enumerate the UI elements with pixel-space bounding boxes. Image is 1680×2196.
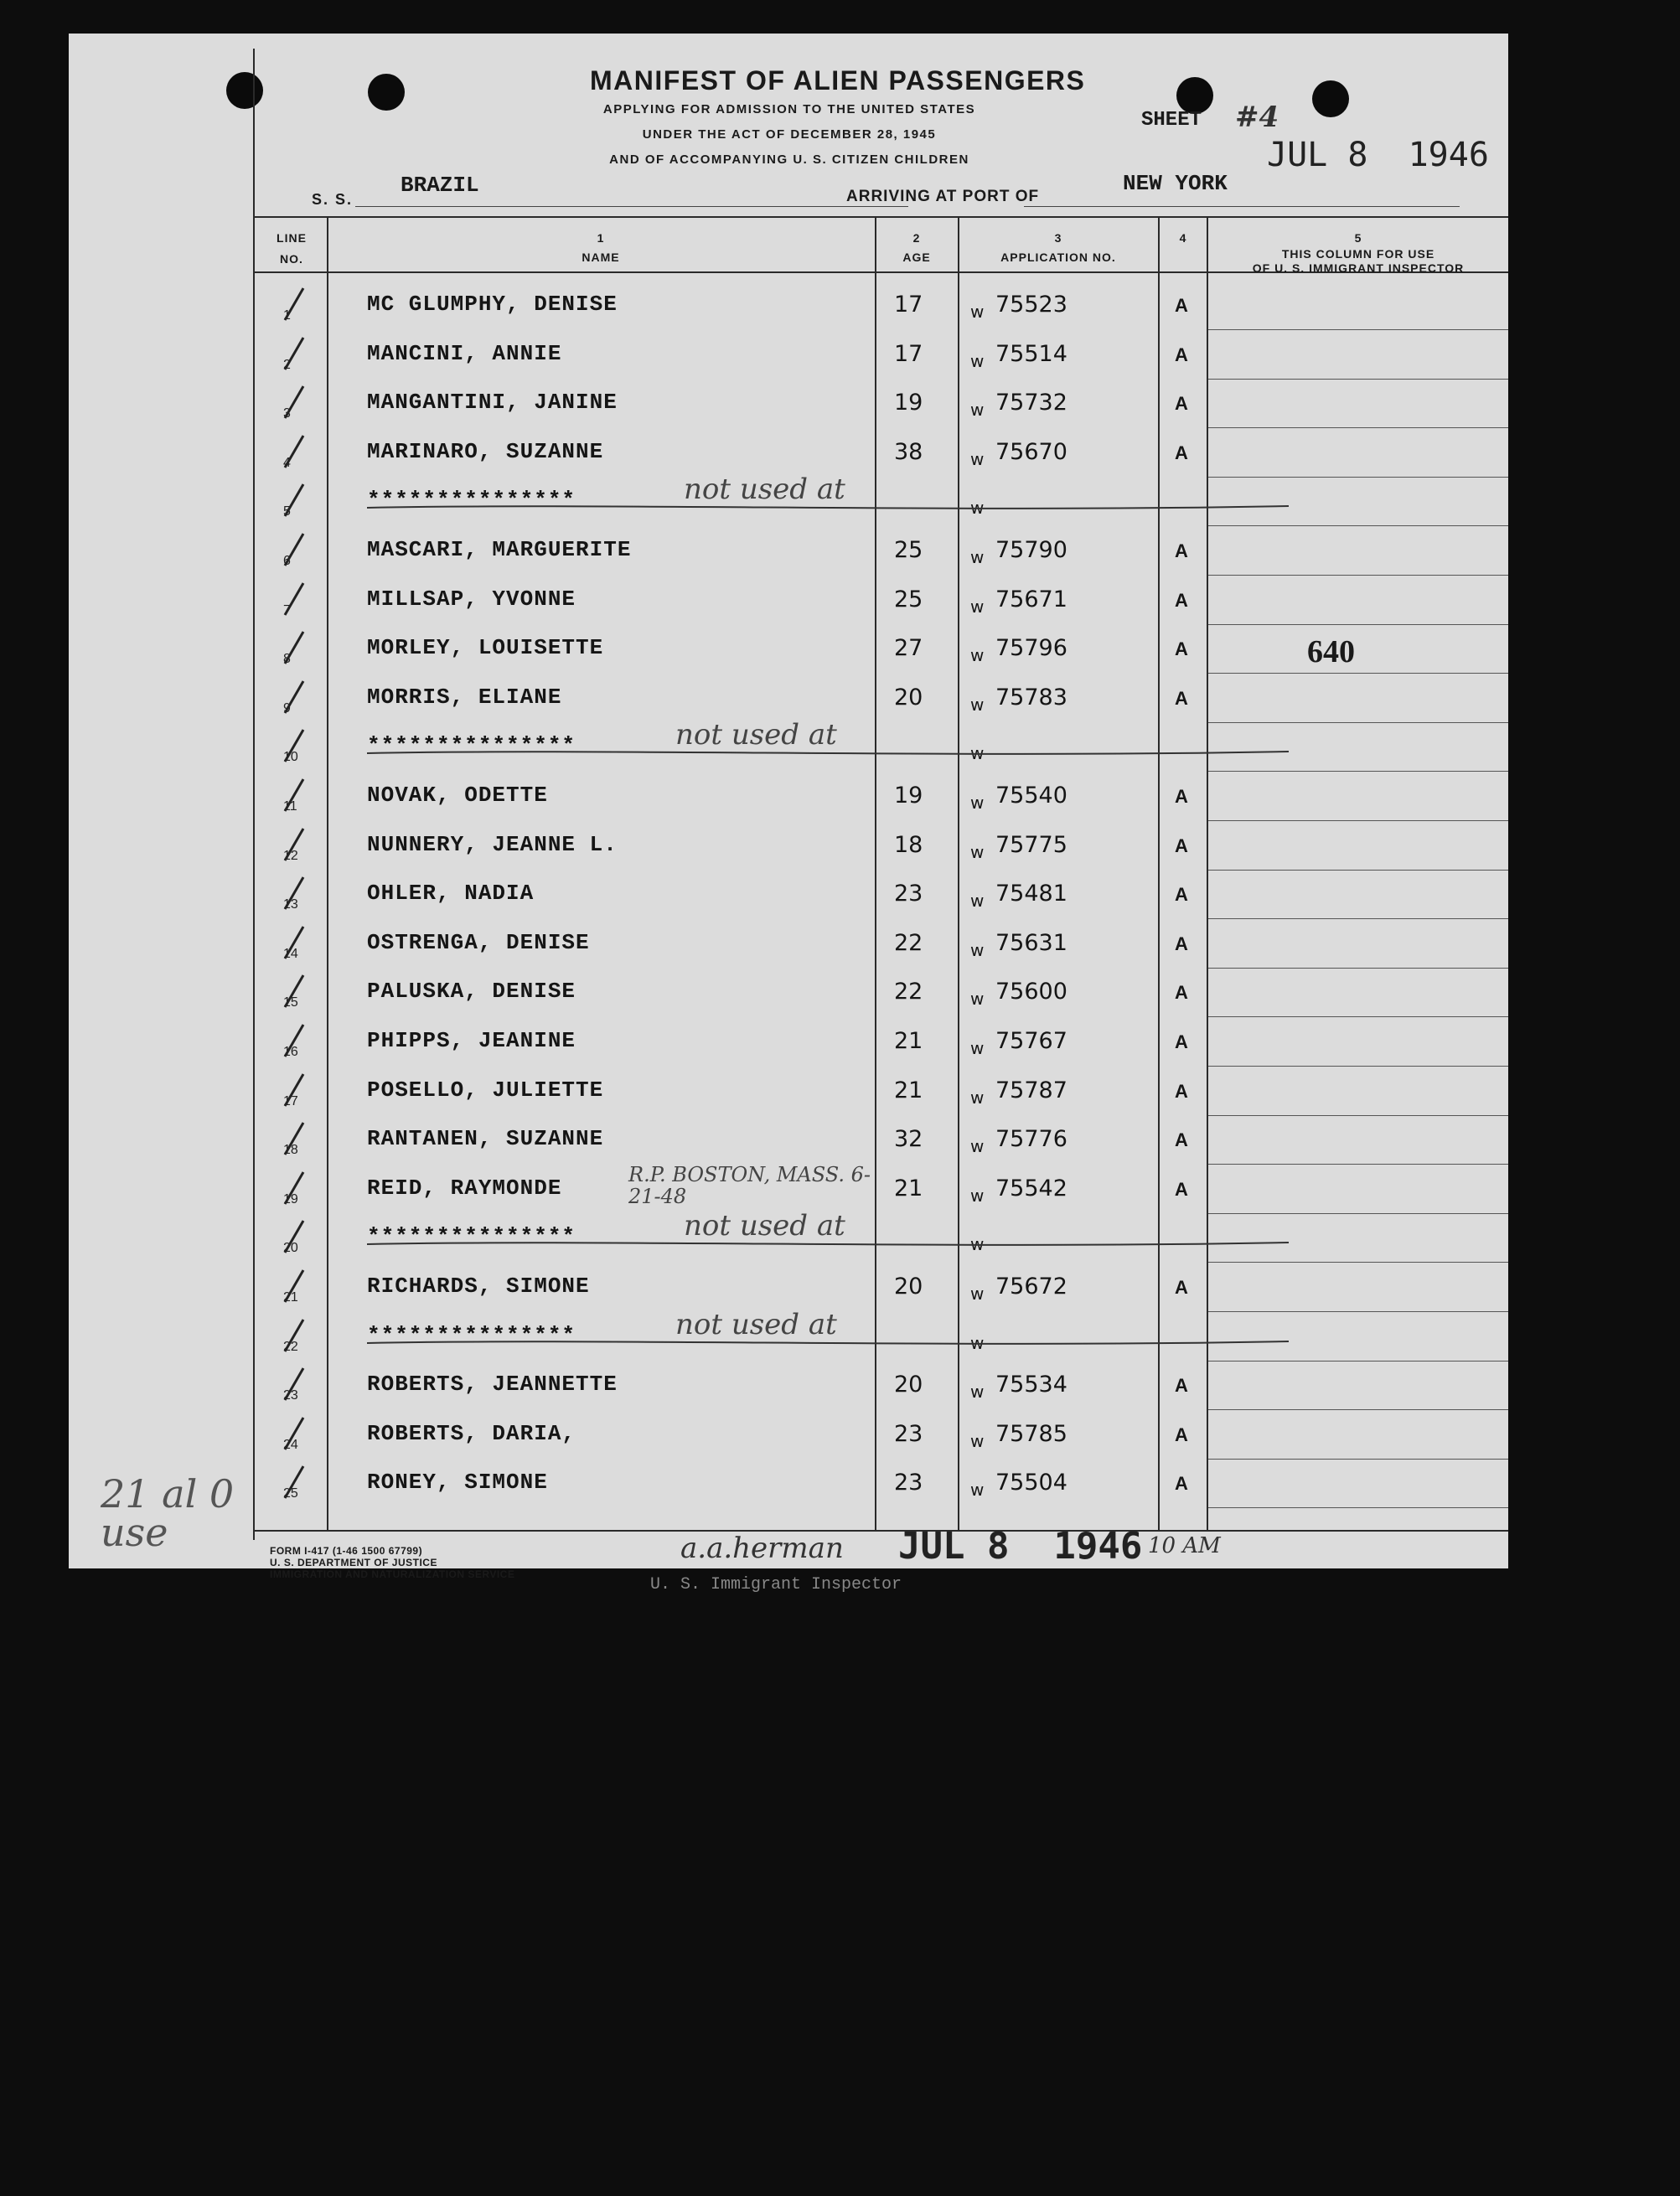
col-status-num: 4 [1179,231,1187,245]
passenger-age: 20 [894,1372,923,1398]
status-code: A [1175,933,1188,954]
status-code: A [1175,1473,1188,1495]
table-row [69,1067,1508,1116]
line-number: 1 [283,308,291,323]
cancel-note: not used at [675,718,837,752]
manifest-table [69,34,1508,1568]
passenger-age: 38 [894,438,923,465]
form-subtitle-2: UNDER THE ACT OF DECEMBER 28, 1945 [642,127,937,142]
status-code: A [1175,295,1188,316]
line-number: 12 [283,848,298,863]
col-name-num: 1 [597,231,605,245]
passenger-name: REID, RAYMONDE [367,1175,562,1201]
status-code: A [1175,1129,1188,1151]
passenger-name: RICHARDS, SIMONE [367,1274,590,1299]
application-number: 75534 [995,1372,1067,1398]
date-stamp-bottom: JUL 8 1946 [898,1525,1143,1568]
application-prefix: w [970,1430,985,1451]
table-row [69,969,1508,1017]
col-line-label-1: LINE [277,231,307,245]
handwritten-note: R.P. BOSTON, MASS. 6-21-48 [628,1162,871,1208]
table-row [69,871,1508,919]
line-number: 8 [283,652,291,667]
arriving-label: ARRIVING AT PORT OF [846,188,1040,205]
table-row [69,380,1508,428]
line-number: 11 [283,799,297,814]
sheet-number: #4 [1235,101,1279,134]
form-subtitle-3: AND OF ACCOMPANYING U. S. CITIZEN CHILDREN [609,152,969,167]
passenger-name: OSTRENGA, DENISE [367,929,590,955]
passenger-age: 21 [894,1028,923,1054]
passenger-name: NUNNERY, JEANNE L. [367,831,618,857]
ship-name: BRAZIL [401,173,479,198]
application-prefix: w [970,1480,985,1501]
passenger-age: 22 [894,929,923,956]
passenger-name: *************** [367,1322,576,1348]
col-header-status [1160,231,1207,245]
inspector-mark: 640 [1307,634,1355,669]
passenger-age: 32 [894,1126,923,1153]
table-row [69,1362,1508,1410]
status-code: A [1175,344,1188,365]
line-number: 2 [283,357,291,372]
passenger-name: PHIPPS, JEANINE [367,1028,576,1053]
table-row [69,1018,1508,1067]
table-row [69,625,1508,674]
application-number: 75481 [995,881,1067,907]
line-number: 22 [283,1339,298,1354]
application-number: 75767 [995,1028,1067,1054]
inspector-row-rule [1208,1507,1508,1508]
passenger-name: RONEY, SIMONE [367,1470,548,1496]
application-prefix: w [970,891,985,912]
application-number: 75671 [995,586,1067,612]
passenger-age: 18 [894,831,923,858]
form-title: MANIFEST OF ALIEN PASSENGERS [590,65,1086,96]
passenger-age: 27 [894,635,923,662]
line-number: 14 [283,946,298,961]
table-row [69,1116,1508,1165]
col-header-inspector [1208,231,1508,276]
col-header-name [328,231,873,265]
table-row [69,1209,1508,1263]
application-prefix: w [970,448,985,469]
passenger-name: *************** [367,488,576,514]
table-row [69,331,1508,380]
application-prefix: w [970,1038,985,1058]
application-prefix: w [970,645,985,666]
application-prefix: w [970,400,985,421]
line-number: 3 [283,406,291,421]
application-prefix: w [970,743,985,764]
cancel-note: not used at [684,1209,845,1243]
status-code: A [1175,393,1188,415]
status-code: A [1175,1031,1188,1052]
line-number: 18 [283,1143,298,1158]
status-code: A [1175,834,1188,856]
passenger-name: OHLER, NADIA [367,881,535,907]
status-code: A [1175,1277,1188,1298]
line-number: 17 [283,1093,298,1108]
passenger-name: *************** [367,1224,576,1250]
col-age-label: AGE [902,251,931,264]
status-code: A [1175,638,1188,660]
application-number: 75631 [995,929,1067,956]
passenger-age: 21 [894,1077,923,1103]
application-prefix: w [970,1234,985,1255]
cancel-note: not used at [684,473,845,507]
application-number: 75732 [995,390,1067,416]
application-number: 75542 [995,1175,1067,1201]
application-number: 75785 [995,1420,1067,1447]
application-prefix: w [970,1284,985,1304]
line-number: 4 [283,455,291,470]
ss-label: S. S. [312,191,354,208]
line-number: 13 [283,897,298,912]
passenger-age: 23 [894,881,923,907]
passenger-name: *************** [367,733,576,759]
service: IMMIGRATION AND NATURALIZATION SERVICE [270,1568,515,1580]
passenger-age: 17 [894,340,923,367]
application-number: 75672 [995,1274,1067,1300]
status-code: A [1175,1178,1188,1200]
form-subtitle-1: APPLYING FOR ADMISSION TO THE UNITED STATES [602,102,976,116]
department: U. S. DEPARTMENT OF JUSTICE [270,1557,437,1568]
line-number: 15 [283,995,298,1010]
application-number: 75775 [995,831,1067,858]
table-top-rule [255,216,1508,218]
table-row [69,576,1508,625]
status-code: A [1175,540,1188,561]
passenger-name: MC GLUMPHY, DENISE [367,292,618,317]
application-prefix: w [970,1136,985,1157]
application-prefix: w [970,694,985,715]
col-inspector-label-2: OF U. S. IMMIGRANT INSPECTOR [1252,261,1465,275]
status-code: A [1175,442,1188,463]
table-row [69,674,1508,723]
application-prefix: w [970,547,985,567]
inspector-signature: a.a.herman [680,1532,844,1565]
passenger-name: MORLEY, LOUISETTE [367,635,604,661]
margin-note: 21 al 0 use [101,1471,235,1555]
col-header-application [959,231,1157,265]
passenger-age: 19 [894,390,923,416]
table-row [69,1162,1508,1214]
line-number: 10 [283,750,298,765]
port-name: NEW YORK [1123,171,1228,196]
table-row [69,527,1508,576]
application-number: 75540 [995,783,1067,809]
application-number: 75523 [995,292,1067,318]
application-prefix: w [970,793,985,813]
passenger-age: 25 [894,586,923,612]
status-code: A [1175,1080,1188,1102]
application-number: 75600 [995,979,1067,1005]
application-prefix: w [970,989,985,1010]
line-number: 16 [283,1045,298,1059]
form-number: FORM I-417 (1-46 1500 67799) [270,1545,423,1557]
application-number: 75776 [995,1126,1067,1153]
passenger-name: POSELLO, JULIETTE [367,1077,604,1103]
date-stamp-top: JUL 8 1946 [1267,136,1489,174]
line-number: 19 [283,1191,298,1207]
form-number-block [270,1545,514,1580]
col-age-num: 2 [912,231,921,245]
table-row [69,822,1508,871]
passenger-name: ROBERTS, DARIA, [367,1420,576,1446]
application-prefix: w [970,302,985,322]
passenger-name: RANTANEN, SUZANNE [367,1126,604,1152]
col-header-line [258,231,325,266]
status-code: A [1175,982,1188,1004]
application-prefix: w [970,596,985,617]
status-code: A [1175,589,1188,611]
passenger-name: MILLSAP, YVONNE [367,586,576,612]
application-prefix: w [970,1087,985,1108]
passenger-age: 23 [894,1420,923,1447]
passenger-age: 20 [894,684,923,710]
passenger-name: ROBERTS, JEANNETTE [367,1372,618,1398]
table-row [69,429,1508,478]
passenger-age: 25 [894,537,923,563]
passenger-name: MANGANTINI, JANINE [367,390,618,416]
passenger-age: 22 [894,979,923,1005]
passenger-age: 17 [894,292,923,318]
application-number: 75787 [995,1077,1067,1103]
status-code: A [1175,884,1188,906]
application-prefix: w [970,498,985,519]
sheet-label: SHEET [1141,109,1202,132]
table-row [69,1411,1508,1460]
line-number: 20 [283,1241,298,1256]
application-prefix: w [970,1382,985,1403]
application-prefix: w [970,1185,985,1206]
time-note: 10 AM [1148,1533,1221,1558]
line-number: 6 [283,554,291,568]
table-row [69,282,1508,330]
line-number: 7 [283,602,291,617]
col-line-label-2: NO. [280,252,303,266]
col-app-label: APPLICATION NO. [1000,251,1116,264]
application-number: 75790 [995,537,1067,563]
line-number: 21 [283,1290,298,1305]
col-app-num: 3 [1054,231,1062,245]
passenger-age: 23 [894,1470,923,1496]
line-number: 5 [283,504,291,519]
cancel-note: not used at [675,1307,837,1341]
status-code: A [1175,1375,1188,1397]
line-number: 25 [283,1486,298,1501]
table-row [69,920,1508,969]
table-row [69,1263,1508,1312]
col-inspector-num: 5 [1354,231,1362,245]
passenger-name: PALUSKA, DENISE [367,979,576,1005]
application-prefix: w [970,939,985,960]
table-row [69,1307,1508,1362]
passenger-name: MARINARO, SUZANNE [367,438,604,464]
status-code: A [1175,786,1188,807]
inspector-label: U. S. Immigrant Inspector [650,1575,902,1594]
col-name-label: NAME [582,251,620,264]
application-number: 75670 [995,438,1067,465]
passenger-age: 21 [894,1175,923,1201]
passenger-age: 19 [894,783,923,809]
table-row [69,473,1508,526]
passenger-name: MORRIS, ELIANE [367,684,562,710]
application-number: 75796 [995,635,1067,662]
application-prefix: w [970,350,985,371]
application-prefix: w [970,841,985,862]
line-number: 23 [283,1388,298,1403]
application-number: 75514 [995,340,1067,367]
passenger-name: NOVAK, ODETTE [367,783,548,808]
application-number: 75783 [995,684,1067,710]
table-row [69,772,1508,821]
table-row [69,1460,1508,1508]
application-prefix: w [970,1332,985,1353]
line-number: 24 [283,1437,298,1452]
line-number: 9 [283,700,291,716]
col-inspector-label-1: THIS COLUMN FOR USE [1281,247,1435,261]
table-bottom-rule [255,1530,1508,1532]
passenger-name: MANCINI, ANNIE [367,340,562,366]
application-number: 75504 [995,1470,1067,1496]
col-header-age [876,231,957,265]
status-code: A [1175,687,1188,709]
passenger-name: MASCARI, MARGUERITE [367,537,632,562]
table-row [69,718,1508,772]
passenger-age: 20 [894,1274,923,1300]
manifest-sheet [69,34,1508,1594]
status-code: A [1175,1424,1188,1445]
